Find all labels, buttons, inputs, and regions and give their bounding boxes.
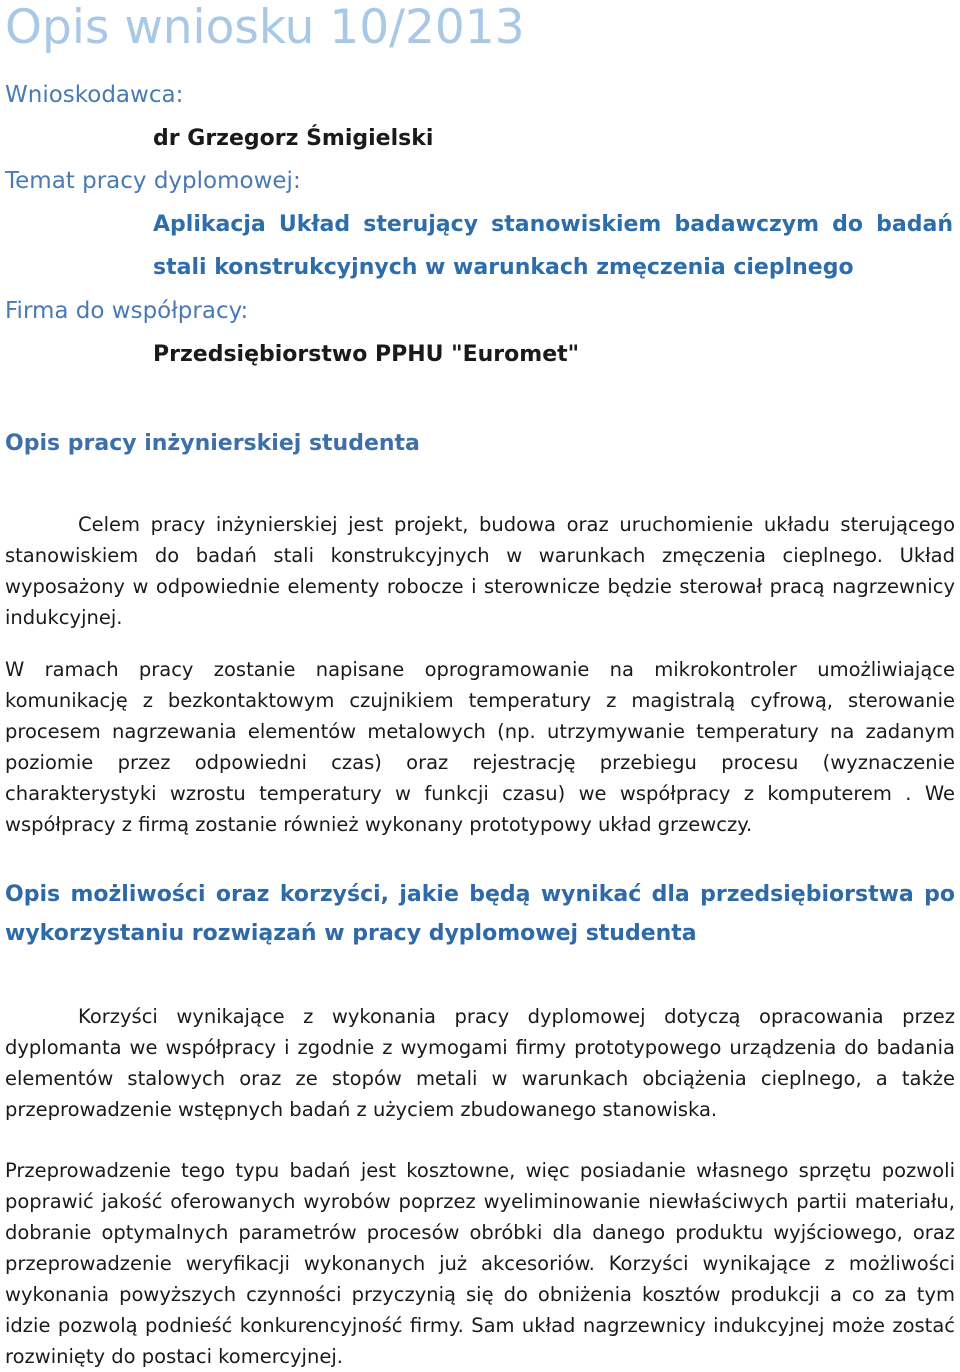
section-heading-engineering-work: Opis pracy inżynierskiej studenta: [5, 431, 420, 456]
applicant-value: dr Grzegorz Śmigielski: [153, 126, 434, 151]
paragraph-research-costs: Przeprowadzenie tego typu badań jest kosztowne, więc posiadanie własnego sprzętu pozwoli poprawić jakość oferowanych wyrobów poprzez wyeliminowanie niewłaściwych partii materiału, dobranie optymalnych parametrów procesów obróbki dla danego produktu wyjściowego, oraz przeprowadzenie weryfikacji wykonanych już akcesoriów. Korzyści wynikające z możliwości wykonania powyższych czynności przyczynią się do obniżenia kosztów produkcji a co za tym idzie pozwolą podnieść konkurencyjność firmy. Sam układ nagrzewnicy indukcyjnej może zostać rozwinięty do postaci komercyjnej.: [5, 1159, 955, 1368]
document-title: Opis wniosku 10/2013: [5, 0, 525, 55]
applicant-label: Wnioskodawca:: [5, 82, 184, 108]
company-label: Firma do współpracy:: [5, 298, 249, 324]
thesis-value: Aplikacja Układ sterujący stanowiskiem badawczym do badań stali konstrukcyjnych w warunkach zmęczenia cieplnego: [153, 212, 953, 280]
section-heading-company-benefits: Opis możliwości oraz korzyści, jakie będą wynikać dla przedsiębiorstwa po wykorzystaniu rozwiązań w pracy dyplomowej studenta: [5, 882, 955, 946]
thesis-label: Temat pracy dyplomowej:: [5, 168, 301, 194]
paragraph-work-goal: Celem pracy inżynierskiej jest projekt, budowa oraz uruchomienie układu sterującego stanowiskiem do badań stali konstrukcyjnych w warunkach zmęczenia cieplnego. Układ wyposażony w odpowiednie elementy robocze i sterownicze będzie sterował pracą nagrzewnicy indukcyjnej.: [5, 513, 955, 629]
paragraph-benefits: Korzyści wynikające z wykonania pracy dyplomowej dotyczą opracowania przez dyplomanta we współpracy i zgodnie z wymogami firmy prototypowego urządzenia do badania elementów stalowych oraz ze stopów metali w warunkach obciążenia cieplnego, a także przeprowadzenie wstępnych badań z użyciem zbudowanego stanowiska.: [5, 1005, 955, 1121]
paragraph-work-scope: W ramach pracy zostanie napisane oprogramowanie na mikrokontroler umożliwiające komunikację z bezkontaktowym czujnikiem temperatury z magistralą cyfrową, sterowanie procesem nagrzewania elementów metalowych (np. utrzymywanie temperatury na zadanym poziomie przez odpowiedni czas) oraz rejestrację przebiegu procesu (wyznaczenie charakterystyki wzrostu temperatury w funkcji czasu) we współpracy z komputerem . We współpracy z firmą zostanie również wykonany prototypowy układ grzewczy.: [5, 658, 955, 836]
company-value: Przedsiębiorstwo PPHU "Euromet": [153, 342, 580, 367]
